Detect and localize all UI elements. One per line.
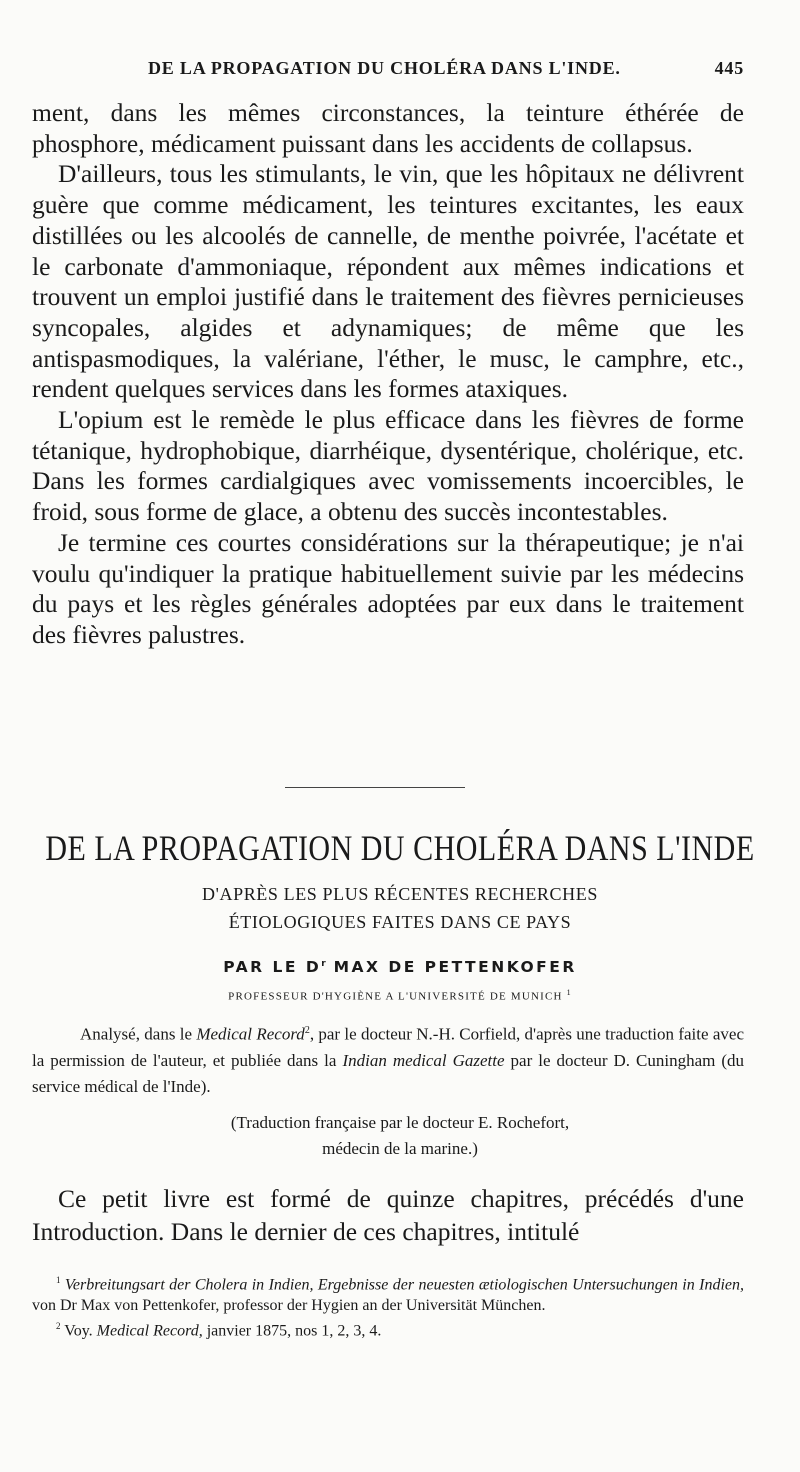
article-title: DE LA PROPAGATION DU CHOLÉRA DANS L'INDE xyxy=(45,828,755,869)
analysis-note xyxy=(32,1018,744,1100)
running-header xyxy=(148,58,744,79)
section-divider xyxy=(285,787,465,788)
footnote-1-text: von Dr Max von Pettenkofer, professor der Hygien an der Universität München. xyxy=(32,1297,546,1315)
author-prefix: PAR LE D xyxy=(223,958,322,976)
paragraph-continued: ment, dans les mêmes circonstances, la teinture éthérée de phosphore, médicament puissant dans les accidents de collapsus. xyxy=(32,98,744,158)
footnote-2 xyxy=(32,1316,744,1341)
paragraph-conclusion: Je termine ces courtes considérations sur la thérapeutique; je n'ai voulu qu'indiquer la pratique habituellement suivie par les médecins du pays et les règles générales adoptées par eux dans le traitement des fièvres palustres. xyxy=(32,527,744,649)
body-text xyxy=(32,98,744,651)
translation-line-2: médecin de la marine.) xyxy=(322,1139,478,1158)
footnote-2-mark: 2 xyxy=(56,1321,61,1332)
article-author xyxy=(0,958,800,976)
footnote-2-text-a: Voy. xyxy=(64,1322,97,1340)
paragraph-stimulants: D'ailleurs, tous les stimulants, le vin, que les hôpitaux ne délivrent guère que comme médicament, les teintures excitantes, les eaux distillées ou les alcoolés de cannelle, de menthe poivrée, l'acétate et le carbonate d'ammoniaque, répondent aux mêmes indications et trouvent un emploi justifié dans le traitement des fièvres pernicieuses syncopales, algides et adynamiques; de même que les antispasmodiques, la valériane, l'éther, le musc, le camphre, etc., rendent quelques services dans les formes ataxiques. xyxy=(32,159,744,404)
footnote-1-mark: 1 xyxy=(56,1275,61,1285)
author-name: MAX DE PETTENKOFER xyxy=(333,958,577,976)
footnote-1-title: Verbreitungsart der Cholera in Indien, Ergebnisse der neuesten ætiologischen Untersuchungen in Indien, xyxy=(64,1276,745,1294)
footnote-ref-1: 1 xyxy=(566,988,572,997)
translation-credit xyxy=(0,1110,800,1162)
footnote-2-journal: Medical Record, xyxy=(96,1322,203,1340)
paragraph-opium: L'opium est le remède le plus efficace dans les fièvres de forme tétanique, hydrophobique, diarrhéique, dysentérique, cholérique, etc. Dans les formes cardialgiques avec vomissements incoercibles, le froid, sous forme de glace, a obtenu des succès incontestables. xyxy=(32,405,744,527)
journal-medical-record: Medical Record xyxy=(196,1024,305,1044)
article-subtitle: D'APRÈS LES PLUS RÉCENTES RECHERCHES ÉTIOLOGIQUES FAITES DANS CE PAYS xyxy=(202,884,598,932)
footnote-ref-2: 2 xyxy=(304,1025,310,1036)
analysis-text-b: , par le docteur N.-H. Corfield, d'après une traduction faite avec la permission de l'auteur, et publiée dans la xyxy=(32,1024,744,1070)
analysis-text-a: Analysé, dans le xyxy=(80,1024,197,1044)
running-title: DE LA PROPAGATION DU CHOLÉRA DANS L'INDE. xyxy=(148,58,621,78)
affiliation-text: PROFESSEUR D'HYGIÈNE A L'UNIVERSITÉ DE MUNICH xyxy=(228,990,563,1003)
page-number: 445 xyxy=(714,58,744,78)
footnote-2-text-b: janvier 1875, nos 1, 2, 3, 4. xyxy=(202,1322,382,1340)
author-title-sup: r xyxy=(321,958,326,969)
footnote-1 xyxy=(32,1270,744,1316)
footnotes xyxy=(32,1270,744,1342)
analysis-text-c: par le docteur D. Cuningham (du service médical de l'Inde). xyxy=(32,1050,744,1096)
translation-line-1: (Traduction française par le docteur E. Rochefort, xyxy=(230,1113,570,1132)
journal-indian-gazette: Indian medical Gazette xyxy=(342,1050,505,1070)
author-affiliation xyxy=(0,988,800,1003)
article-intro-paragraph: Ce petit livre est formé de quinze chapitres, précédés d'une Introduction. Dans le dernier de ces chapitres, intitulé xyxy=(32,1184,744,1246)
